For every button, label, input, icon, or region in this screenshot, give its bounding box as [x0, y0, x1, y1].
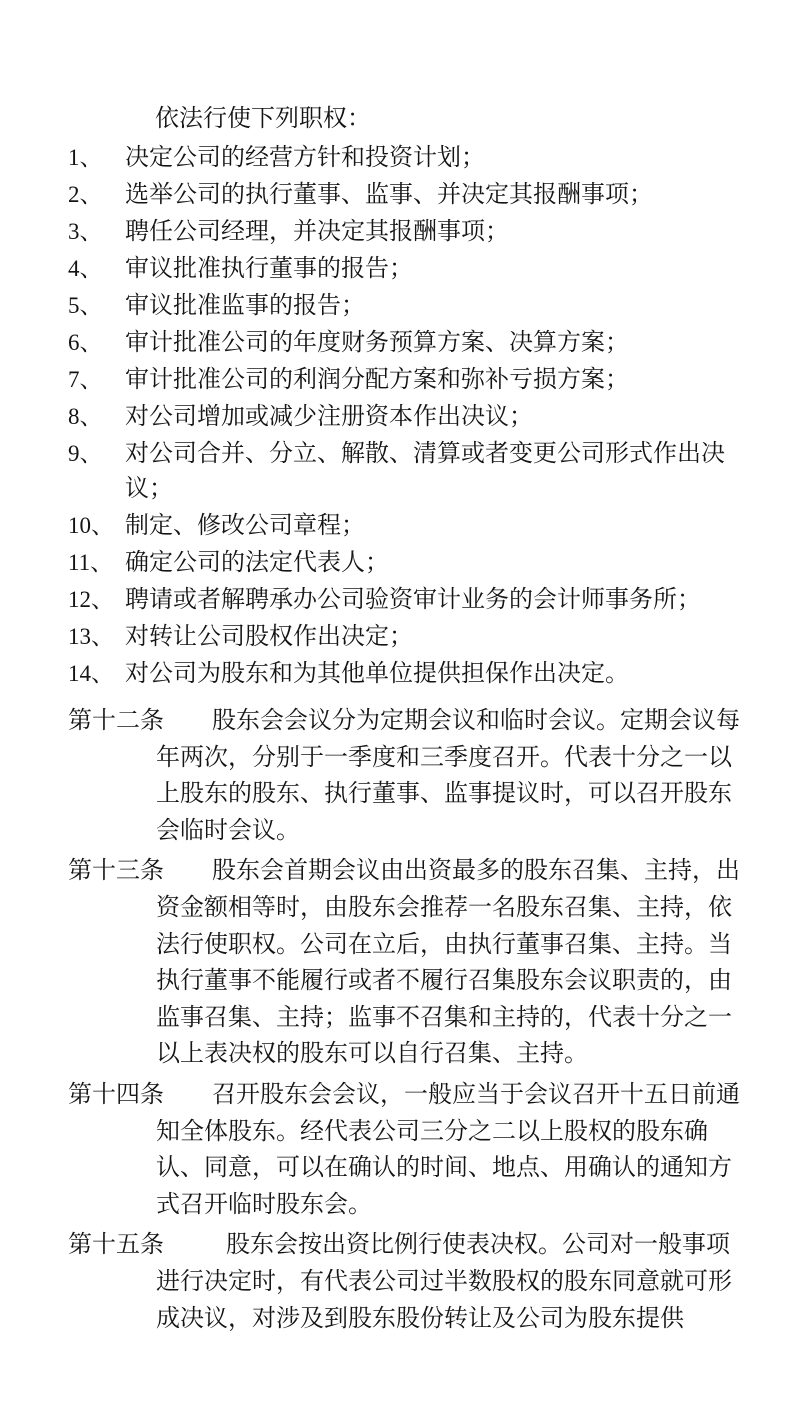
list-item-number: 14、	[68, 661, 114, 686]
article-label: 第十五条	[68, 1230, 164, 1259]
list-item-number: 7、	[68, 367, 103, 392]
list-item	[68, 214, 768, 249]
article-text: 股东会按出资比例行使表决权。公司对一般事项进行决定时，有代表公司过半数股权的股东同意就可形成决议，对涉及到股东股份转让及公司为股东提供	[156, 1230, 732, 1332]
list-item	[68, 508, 768, 543]
list-item-number: 5、	[68, 293, 103, 318]
list-item	[68, 288, 768, 323]
list-item-text: 确定公司的法定代表人；	[125, 548, 389, 576]
list-item-number: 4、	[68, 256, 103, 281]
list-item	[68, 619, 768, 654]
list-item-text: 审议批准执行董事的报告；	[125, 254, 413, 282]
list-item-number: 9、	[68, 441, 103, 466]
list-item-text: 对转让公司股权作出决定；	[125, 622, 413, 650]
list-item-number: 12、	[68, 587, 114, 612]
list-item-text: 对公司增加或减少注册资本作出决议；	[125, 402, 533, 430]
article-text: 股东会首期会议由出资最多的股东召集、主持，出资金额相等时，由股东会推荐一名股东召集、主持，依法行使职权。公司在立后，由执行董事召集、主持。当执行董事不能履行或者不履行召集股东会议职责的，由监事召集、主持；监事不召集和主持的，代表十分之一以上表决权的股东可以自行召集、主持。	[156, 856, 740, 1068]
list-item-text: 对公司合并、分立、解散、清算或者变更公司形式作出决议；	[125, 439, 725, 502]
article-15	[68, 1226, 768, 1336]
list-item	[68, 545, 768, 580]
list-item-text: 聘任公司经理，并决定其报酬事项；	[125, 217, 509, 245]
articles-section	[68, 702, 768, 1340]
article-14	[68, 1076, 768, 1222]
list-item-number: 3、	[68, 219, 103, 244]
list-item	[68, 362, 768, 397]
list-item	[68, 325, 768, 360]
list-item-text: 审计批准公司的年度财务预算方案、决算方案；	[125, 328, 629, 356]
list-item-number: 2、	[68, 182, 103, 207]
list-item-number: 10、	[68, 513, 114, 538]
list-item-number: 1、	[68, 145, 103, 170]
article-12	[68, 702, 768, 848]
list-item	[68, 251, 768, 286]
list-item	[68, 582, 768, 617]
list-item-number: 6、	[68, 330, 103, 355]
article-label: 第十四条	[68, 1079, 164, 1108]
article-text: 召开股东会会议，一般应当于会议召开十五日前通知全体股东。经代表公司三分之二以上股权的股东确认、同意，可以在确认的时间、地点、用确认的通知方式召开临时股东会。	[156, 1079, 740, 1218]
list-item-text: 聘请或者解聘承办公司验资审计业务的会计师事务所；	[125, 585, 701, 613]
list-item	[68, 656, 768, 691]
list-item	[68, 399, 768, 434]
article-label: 第十二条	[68, 706, 164, 734]
intro-line: 依法行使下列职权：	[155, 104, 371, 132]
list-item	[68, 177, 768, 212]
list-item-text: 决定公司的经营方针和投资计划；	[125, 143, 485, 171]
powers-list	[68, 140, 768, 693]
list-item-number: 8、	[68, 404, 103, 429]
article-13	[68, 852, 768, 1072]
list-item	[68, 140, 768, 175]
list-item-text: 制定、修改公司章程；	[125, 511, 365, 539]
list-item-number: 11、	[68, 550, 114, 575]
list-item-text: 审计批准公司的利润分配方案和弥补亏损方案；	[125, 365, 629, 393]
list-item	[68, 436, 768, 506]
article-text: 股东会会议分为定期会议和临时会议。定期会议每年两次，分别于一季度和三季度召开。代表十分之一以上股东的股东、执行董事、监事提议时，可以召开股东会临时会议。	[156, 706, 740, 844]
list-item-text: 选举公司的执行董事、监事、并决定其报酬事项；	[125, 180, 653, 208]
list-item-number: 13、	[68, 624, 114, 649]
list-item-text: 对公司为股东和为其他单位提供担保作出决定。	[125, 659, 629, 687]
article-label: 第十三条	[68, 856, 164, 885]
list-item-text: 审议批准监事的报告；	[125, 291, 365, 319]
